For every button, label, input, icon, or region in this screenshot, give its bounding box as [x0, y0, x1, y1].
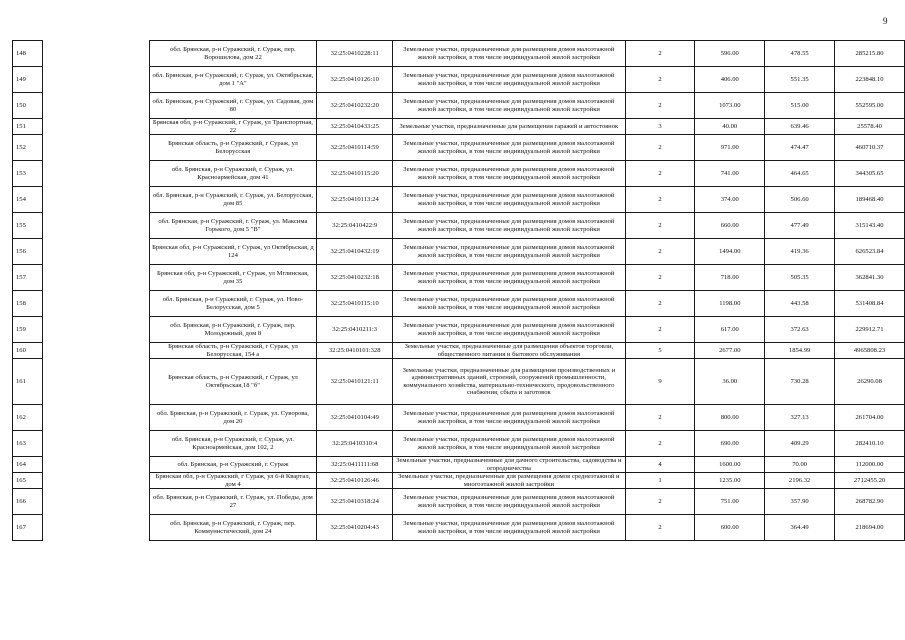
specific-value-cell: 506.60	[765, 187, 835, 213]
cadastral-number-cell: 32:25:0410113:24	[317, 187, 393, 213]
area-cell: 40.00	[695, 119, 765, 135]
cadastral-value-cell: 362841.30	[835, 265, 905, 291]
group-cell: 4	[625, 457, 695, 473]
address-cell: Брянская обл, р-н Суражский, г Сураж, ул Октябрьская, д 124	[149, 239, 317, 265]
area-cell: 751.00	[695, 489, 765, 515]
area-cell: 617.00	[695, 317, 765, 343]
area-cell: 1600.00	[695, 457, 765, 473]
area-cell: 800.00	[695, 405, 765, 431]
area-cell: 971.00	[695, 135, 765, 161]
table-row	[13, 239, 905, 265]
table-row	[13, 161, 905, 187]
table-row	[13, 213, 905, 239]
cadastral-value-cell: 344305.65	[835, 161, 905, 187]
address-cell: Брянская обл, р-н Суражский, г Сураж, ул Мглинская, дом 35	[149, 265, 317, 291]
address-cell: обл. Брянская, р-н Суражский, г. Сураж, ул. Красноармейская, дом 41	[149, 161, 317, 187]
cadastral-value-cell: 552595.00	[835, 93, 905, 119]
group-cell: 2	[625, 291, 695, 317]
area-cell: 406.00	[695, 67, 765, 93]
group-cell: 2	[625, 67, 695, 93]
area-cell: 741.00	[695, 161, 765, 187]
cadastral-value-cell: 223848.10	[835, 67, 905, 93]
address-cell: обл. Брянская, р-н Суражский, г. Сураж, ул. Белорусская, дом 85	[149, 187, 317, 213]
area-cell: 36.00	[695, 359, 765, 405]
address-cell: обл. Брянская, р-н Суражский, г. Сураж, ул. Октябрьская, дом 1 "А"	[149, 67, 317, 93]
table-row	[13, 457, 905, 473]
specific-value-cell: 443.58	[765, 291, 835, 317]
cadastral-value-cell: 268782.90	[835, 489, 905, 515]
spacer-cell	[42, 317, 149, 343]
cadastral-number-cell: 32:25:0410126:10	[317, 67, 393, 93]
address-cell: Брянская область, р-н Суражский, г Сураж, ул Белорусская	[149, 135, 317, 161]
row-number-cell: 161	[13, 359, 43, 405]
cadastral-value-cell: 282410.10	[835, 431, 905, 457]
land-use-cell: Земельные участки, предназначенные для размещения домов малоэтажной жилой застройки, в том числе индивидуальной жилой застройки	[393, 317, 625, 343]
area-cell: 600.00	[695, 515, 765, 541]
address-cell: обл. Брянская, р-н Суражский, г. Сураж	[149, 457, 317, 473]
group-cell: 2	[625, 213, 695, 239]
specific-value-cell: 70.00	[765, 457, 835, 473]
row-number-cell: 148	[13, 41, 43, 67]
cadastral-number-cell: 32:25:0410115:10	[317, 291, 393, 317]
land-use-cell: Земельные участки, предназначенные для размещения домов малоэтажной жилой застройки, в том числе индивидуальной жилой застройки	[393, 41, 625, 67]
specific-value-cell: 639.46	[765, 119, 835, 135]
cadastral-number-cell: 32:25:0410422:9	[317, 213, 393, 239]
row-number-cell: 167	[13, 515, 43, 541]
cadastral-number-cell: 32:25:0410101:328	[317, 343, 393, 359]
spacer-cell	[42, 161, 149, 187]
cadastral-value-cell: 112000.00	[835, 457, 905, 473]
specific-value-cell: 1854.99	[765, 343, 835, 359]
table-row	[13, 359, 905, 405]
address-cell: обл. Брянская, р-н Суражский, г. Сураж, ул. Суворова, дом 20	[149, 405, 317, 431]
row-number-cell: 165	[13, 473, 43, 489]
cadastral-number-cell: 32:25:0410432:19	[317, 239, 393, 265]
table-row	[13, 473, 905, 489]
cadastral-value-cell: 25578.40	[835, 119, 905, 135]
address-cell: Брянская обл, р-н Суражский, г Сураж, ул 6-й Квартал, дом 4	[149, 473, 317, 489]
group-cell: 2	[625, 41, 695, 67]
cadastral-value-cell: 315143.40	[835, 213, 905, 239]
group-cell: 2	[625, 405, 695, 431]
spacer-cell	[42, 213, 149, 239]
address-cell: обл. Брянская, р-н Суражский, г. Сураж, пер. Коммунистический, дом 24	[149, 515, 317, 541]
row-number-cell: 158	[13, 291, 43, 317]
cadastral-value-table	[12, 40, 905, 541]
specific-value-cell: 474.47	[765, 135, 835, 161]
address-cell: Брянская обл, р-н Суражский, г Сураж, ул Транспортная, 22	[149, 119, 317, 135]
cadastral-value-cell: 189468.40	[835, 187, 905, 213]
table-row	[13, 119, 905, 135]
spacer-cell	[42, 119, 149, 135]
group-cell: 2	[625, 187, 695, 213]
cadastral-value-cell: 26290.08	[835, 359, 905, 405]
cadastral-number-cell: 32:25:0410232:20	[317, 93, 393, 119]
group-cell: 2	[625, 431, 695, 457]
row-number-cell: 166	[13, 489, 43, 515]
table-row	[13, 265, 905, 291]
spacer-cell	[42, 431, 149, 457]
cadastral-value-cell: 261704.00	[835, 405, 905, 431]
group-cell: 2	[625, 161, 695, 187]
spacer-cell	[42, 457, 149, 473]
specific-value-cell: 478.55	[765, 41, 835, 67]
group-cell: 2	[625, 515, 695, 541]
cadastral-number-cell: 32:25:0410115:20	[317, 161, 393, 187]
group-cell: 2	[625, 265, 695, 291]
specific-value-cell: 327.13	[765, 405, 835, 431]
spacer-cell	[42, 405, 149, 431]
spacer-cell	[42, 515, 149, 541]
cadastral-number-cell: 32:25:0410433:25	[317, 119, 393, 135]
spacer-cell	[42, 239, 149, 265]
table-row	[13, 93, 905, 119]
spacer-cell	[42, 291, 149, 317]
land-use-cell: Земельные участки, предназначенные для размещения гаражей и автостоянок	[393, 119, 625, 135]
group-cell: 2	[625, 239, 695, 265]
cadastral-number-cell: 32:25:0410310:4	[317, 431, 393, 457]
area-cell: 690.00	[695, 431, 765, 457]
row-number-cell: 153	[13, 161, 43, 187]
specific-value-cell: 372.63	[765, 317, 835, 343]
spacer-cell	[42, 265, 149, 291]
address-cell: Брянская область, р-н Суражский, г Сураж, ул Белорусская, 154 а	[149, 343, 317, 359]
address-cell: обл. Брянская, р-н Суражский, г. Сураж, пер. Ворошилова, дом 22	[149, 41, 317, 67]
group-cell: 2	[625, 93, 695, 119]
cadastral-number-cell: 32:25:0410114:59	[317, 135, 393, 161]
row-number-cell: 156	[13, 239, 43, 265]
specific-value-cell: 477.49	[765, 213, 835, 239]
spacer-cell	[42, 343, 149, 359]
group-cell: 2	[625, 135, 695, 161]
row-number-cell: 154	[13, 187, 43, 213]
area-cell: 596.00	[695, 41, 765, 67]
cadastral-value-cell: 2712455.20	[835, 473, 905, 489]
area-cell: 1073.00	[695, 93, 765, 119]
cadastral-value-cell: 531408.84	[835, 291, 905, 317]
row-number-cell: 149	[13, 67, 43, 93]
area-cell: 2677.00	[695, 343, 765, 359]
row-number-cell: 164	[13, 457, 43, 473]
table-row	[13, 317, 905, 343]
table-row	[13, 67, 905, 93]
land-use-cell: Земельные участки, предназначенные для размещения домов среднеэтажной и многоэтажной жилой застройки	[393, 473, 625, 489]
group-cell: 2	[625, 317, 695, 343]
cadastral-number-cell: 32:25:0410126:46	[317, 473, 393, 489]
area-cell: 374.00	[695, 187, 765, 213]
specific-value-cell: 505.35	[765, 265, 835, 291]
cadastral-value-cell: 4965808.23	[835, 343, 905, 359]
cadastral-number-cell: 32:25:0410104:49	[317, 405, 393, 431]
cadastral-number-cell: 32:25:0410211:3	[317, 317, 393, 343]
land-use-cell: Земельные участки, предназначенные для размещения домов малоэтажной жилой застройки, в том числе индивидуальной жилой застройки	[393, 239, 625, 265]
cadastral-number-cell: 32:25:0410204:43	[317, 515, 393, 541]
cadastral-number-cell: 32:25:0410318:24	[317, 489, 393, 515]
group-cell: 2	[625, 489, 695, 515]
land-use-cell: Земельные участки, предназначенные для размещения домов малоэтажной жилой застройки, в том числе индивидуальной жилой застройки	[393, 515, 625, 541]
area-cell: 1198.00	[695, 291, 765, 317]
table-row	[13, 291, 905, 317]
row-number-cell: 151	[13, 119, 43, 135]
land-use-cell: Земельные участки, предназначенные для размещения домов малоэтажной жилой застройки, в том числе индивидуальной жилой застройки	[393, 291, 625, 317]
group-cell: 5	[625, 343, 695, 359]
spacer-cell	[42, 135, 149, 161]
land-use-cell: Земельные участки, предназначенные для размещения домов малоэтажной жилой застройки, в том числе индивидуальной жилой застройки	[393, 405, 625, 431]
row-number-cell: 150	[13, 93, 43, 119]
spacer-cell	[42, 187, 149, 213]
address-cell: обл. Брянская, р-н Суражский, г. Сураж, ул. Победы, дом 27	[149, 489, 317, 515]
area-cell: 1235.00	[695, 473, 765, 489]
cadastral-number-cell: 32:25:0410232:18	[317, 265, 393, 291]
address-cell: Брянская область, р-н Суражский, г Сураж, ул Октябрьская,18 "б"	[149, 359, 317, 405]
land-use-cell: Земельные участки, предназначенные для размещения домов малоэтажной жилой застройки, в том числе индивидуальной жилой застройки	[393, 67, 625, 93]
cadastral-value-cell: 460710.37	[835, 135, 905, 161]
land-use-cell: Земельные участки, предназначенные для размещения домов малоэтажной жилой застройки, в том числе индивидуальной жилой застройки	[393, 135, 625, 161]
land-use-cell: Земельные участки, предназначенные для размещения домов малоэтажной жилой застройки, в том числе индивидуальной жилой застройки	[393, 265, 625, 291]
area-cell: 718.00	[695, 265, 765, 291]
land-use-cell: Земельные участки, предназначенные для размещения домов малоэтажной жилой застройки, в том числе индивидуальной жилой застройки	[393, 187, 625, 213]
table-row	[13, 135, 905, 161]
row-number-cell: 163	[13, 431, 43, 457]
table-row	[13, 187, 905, 213]
row-number-cell: 160	[13, 343, 43, 359]
table-row	[13, 489, 905, 515]
spacer-cell	[42, 359, 149, 405]
spacer-cell	[42, 93, 149, 119]
spacer-cell	[42, 489, 149, 515]
land-use-cell: Земельные участки, предназначенные для размещения домов малоэтажной жилой застройки, в том числе индивидуальной жилой застройки	[393, 489, 625, 515]
specific-value-cell: 357.90	[765, 489, 835, 515]
group-cell: 3	[625, 119, 695, 135]
spacer-cell	[42, 67, 149, 93]
row-number-cell: 152	[13, 135, 43, 161]
row-number-cell: 155	[13, 213, 43, 239]
land-use-cell: Земельные участки, предназначенные для размещения производственных и административных зданий, строений, сооружений промышленности, коммунального хозяйства, материально-технического, продовольственного снабжения, сбыта и заготовок	[393, 359, 625, 405]
cadastral-value-cell: 626523.84	[835, 239, 905, 265]
address-cell: обл. Брянская, р-н Суражский, г. Сураж, ул. Максима Горького, дом 5 "В"	[149, 213, 317, 239]
group-cell: 1	[625, 473, 695, 489]
group-cell: 9	[625, 359, 695, 405]
specific-value-cell: 464.65	[765, 161, 835, 187]
cadastral-number-cell: 32:25:0410121:11	[317, 359, 393, 405]
area-cell: 1494.00	[695, 239, 765, 265]
table-row	[13, 343, 905, 359]
area-cell: 660.00	[695, 213, 765, 239]
table-row	[13, 515, 905, 541]
cadastral-number-cell: 32:25:0410228:11	[317, 41, 393, 67]
specific-value-cell: 419.36	[765, 239, 835, 265]
specific-value-cell: 409.29	[765, 431, 835, 457]
cadastral-value-cell: 218694.00	[835, 515, 905, 541]
address-cell: обл. Брянская, р-н Суражский, г. Сураж, ул. Красноармейская, дом 102, 2	[149, 431, 317, 457]
land-use-cell: Земельные участки, предназначенные для размещения домов малоэтажной жилой застройки, в том числе индивидуальной жилой застройки	[393, 161, 625, 187]
page-number: 9	[883, 16, 888, 26]
land-use-cell: Земельные участки, предназначенные для размещения объектов торговли, общественного питания и бытового обслуживания	[393, 343, 625, 359]
spacer-cell	[42, 473, 149, 489]
specific-value-cell: 515.00	[765, 93, 835, 119]
cadastral-value-cell: 229912.71	[835, 317, 905, 343]
row-number-cell: 157	[13, 265, 43, 291]
cadastral-value-cell: 285215.80	[835, 41, 905, 67]
land-use-cell: Земельные участки, предназначенные для размещения домов малоэтажной жилой застройки, в том числе индивидуальной жилой застройки	[393, 213, 625, 239]
address-cell: обл. Брянская, р-н Суражский, г. Сураж, ул. Садовая, дом 80	[149, 93, 317, 119]
table-row	[13, 41, 905, 67]
address-cell: обл. Брянская, р-н Суражский, г. Сураж, ул. Ново-Белорусская, дом 5	[149, 291, 317, 317]
table-row	[13, 431, 905, 457]
land-use-cell: Земельные участки, предназначенные для дачного строительства, садоводства и огородничества	[393, 457, 625, 473]
land-use-cell: Земельные участки, предназначенные для размещения домов малоэтажной жилой застройки, в том числе индивидуальной жилой застройки	[393, 431, 625, 457]
row-number-cell: 159	[13, 317, 43, 343]
specific-value-cell: 2196.32	[765, 473, 835, 489]
specific-value-cell: 730.28	[765, 359, 835, 405]
address-cell: обл. Брянская, р-н Суражский, г. Сураж, пер. Молодежный, дом 8	[149, 317, 317, 343]
cadastral-number-cell: 32:25:0411111:68	[317, 457, 393, 473]
spacer-cell	[42, 41, 149, 67]
specific-value-cell: 364.49	[765, 515, 835, 541]
row-number-cell: 162	[13, 405, 43, 431]
specific-value-cell: 551.35	[765, 67, 835, 93]
land-use-cell: Земельные участки, предназначенные для размещения домов малоэтажной жилой застройки, в том числе индивидуальной жилой застройки	[393, 93, 625, 119]
table-row	[13, 405, 905, 431]
